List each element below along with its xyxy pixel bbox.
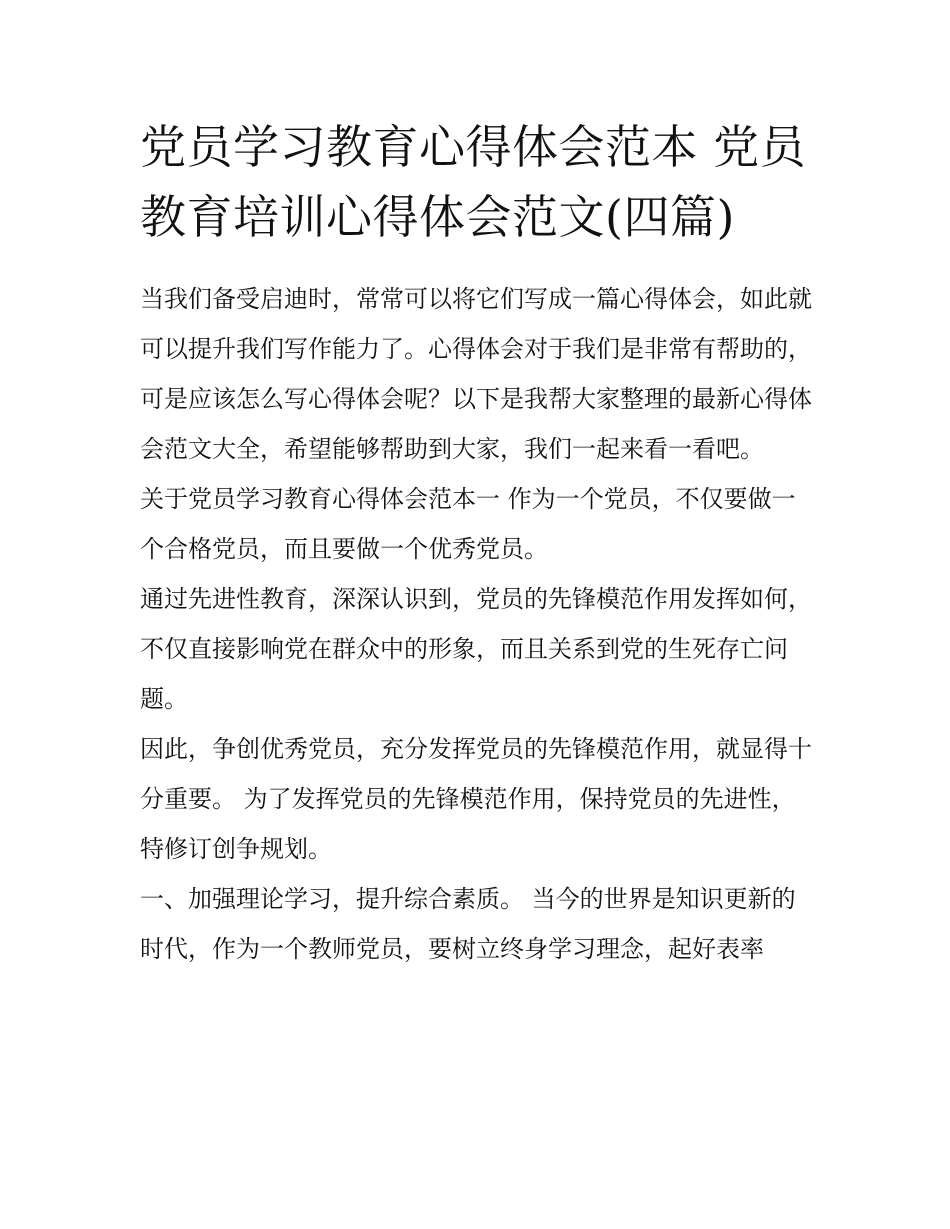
document-title: 党员学习教育心得体会范本 党员教育培训心得体会范文(四篇) bbox=[140, 120, 807, 244]
document-body bbox=[140, 274, 815, 974]
paragraph-sample-one: 关于党员学习教育心得体会范本一 作为一个党员，不仅要做一个合格党员，而且要做一个优秀党员。 bbox=[140, 485, 796, 563]
paragraph-intro: 当我们备受启迪时，常常可以将它们写成一篇心得体会，如此就可以提升我们写作能力了。心得体会对于我们是非常有帮助的，可是应该怎么写心得体会呢？以下是我帮大家整理的最新心得体会范文大全，希望能够帮助到大家，我们一起来看一看吧。 bbox=[140, 285, 812, 463]
paragraph-theory-study: 一、加强理论学习，提升综合素质。 当今的世界是知识更新的时代，作为一个教师党员，要树立终身学习理念，起好表率 bbox=[140, 885, 796, 963]
paragraph-exemplary-role: 因此，争创优秀党员，充分发挥党员的先锋模范作用，就显得十分重要。 为了发挥党员的先锋模范作用，保持党员的先进性，特修订创争规划。 bbox=[140, 735, 812, 863]
paragraph-advanced-education: 通过先进性教育，深深认识到，党员的先锋模范作用发挥如何，不仅直接影响党在群众中的形象，而且关系到党的生死存亡问题。 bbox=[140, 585, 812, 713]
document-content bbox=[140, 112, 815, 974]
